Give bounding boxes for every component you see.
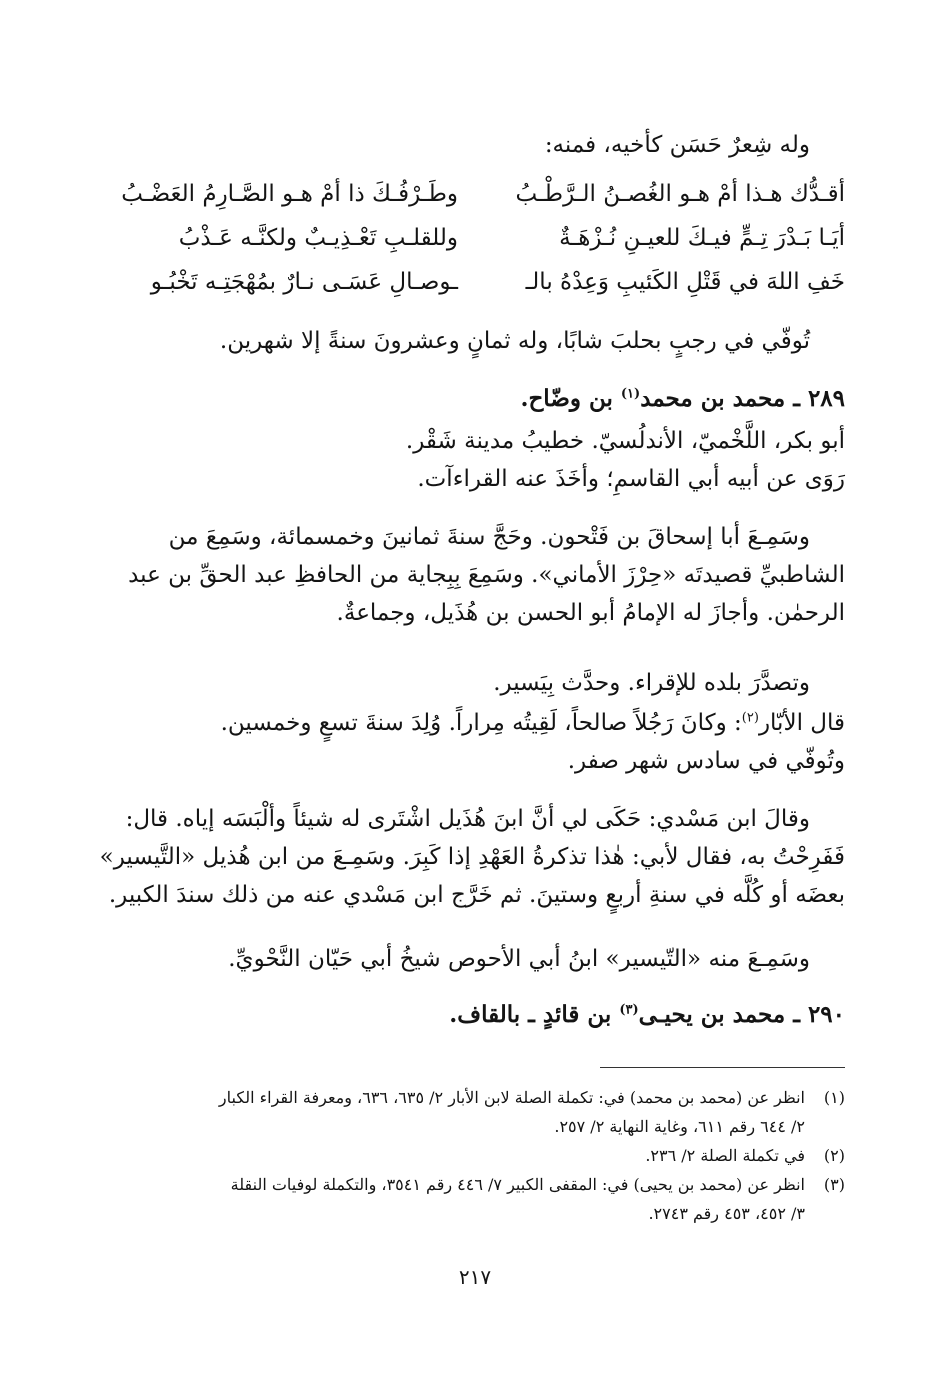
entry-289-paragraph	[99, 800, 845, 914]
footnotes	[128, 1083, 845, 1228]
paragraph-line	[128, 704, 845, 742]
footnote-reference: (١)	[620, 386, 641, 402]
paragraph-line: وسَمِـعَ أبا إسحاقَ بن فَتْحون. وحَجَّ سنةَ ثمانينَ وخمسمائة، وسَمِعَ من	[168, 524, 810, 550]
entry-289-paragraph: وسَمِـعَ منه «التّيسير» ابنُ أبي الأحوص شيخُ أبي حَيّان النَّحْويِّ.	[228, 946, 810, 972]
death-note: تُوفّي في رجبٍ بحلبَ شابًا، وله ثمانٍ وعشرونَ سنةً إلا شهرين.	[219, 328, 810, 354]
footnote-reference: (٣)	[619, 1002, 639, 1018]
footnote	[128, 1083, 845, 1141]
verse-first-hemistich: خَفِ اللهَ في قَتْلِ الكَئيبِ وَعِدْهُ بالـ	[525, 269, 845, 295]
entry-title-rest: بن وضّاح.	[520, 385, 621, 412]
paragraph-line: الرحمٰن. وأجازَ له الإمامُ أبو الحسن بن هُذَيل، وجماعةٌ.	[336, 600, 845, 626]
entry-289-title	[520, 380, 845, 418]
entry-289-bio	[128, 422, 845, 498]
paragraph-line: وتُوفّي في سادس شهر صفر.	[567, 748, 845, 774]
verse-second-hemistich: وطَـرْفُـكَ ذا أمْ هـو الصَّـارِمُ العَضْـبُ	[121, 181, 458, 207]
entry-289-paragraph	[128, 704, 845, 780]
verse-first-hemistich: أيَـا بَـدْرَ تِـمٍّ فيـكَ للعيـنِ نُـزْهَـةٌ	[559, 225, 845, 251]
poem-verse	[121, 172, 845, 216]
quote-source: قال الأبّار	[758, 710, 845, 736]
footnote-line: انظر عن (محمد بن يحيى) في: المقفى الكبير ٧/ ٤٤٦ رقم ٣٥٤١، والتكملة لوفيات النقلة	[230, 1175, 805, 1194]
paragraph-line: بعضَه أو كُلَّه في سنةِ أربعٍ وستينَ. ثم خَرَّج ابن مَسْدي عنه من ذلك سندَ الكبير.	[108, 882, 845, 908]
footnote-line: ٢/ ٦٤٤ رقم ٦١١، وغاية النهاية ٢/ ٢٥٧.	[554, 1117, 805, 1136]
footnote	[128, 1170, 845, 1228]
footnote-line: في تكملة الصلة ٢/ ٢٣٦.	[645, 1146, 805, 1165]
poem	[121, 172, 845, 304]
page-number: ٢١٧	[458, 1265, 492, 1289]
footnote-reference: (٢)	[741, 710, 759, 726]
entry-title-main: ٢٨٩ ـ محمد بن محمد	[640, 385, 845, 412]
verse-second-hemistich: وللقلـبِ تَعْـذِيـبٌ ولكنَّـه عَـذْبُ	[178, 225, 458, 251]
poem-verse	[128, 216, 845, 260]
entry-290-title	[449, 996, 845, 1034]
footnote-number: (٣)	[823, 1175, 845, 1194]
entry-289-paragraph: وتصدَّرَ بلده للإقراء. وحدَّث بِيَسير.	[493, 670, 810, 696]
footnote-separator	[600, 1067, 845, 1068]
verse-second-hemistich: ـوصـالِ عَسَـى نـارٌ بمُهْجَتِـه تَخْبُـو	[150, 269, 458, 295]
poem-verse	[128, 260, 845, 304]
footnote	[128, 1141, 845, 1170]
footnote-line: انظر عن (محمد بن محمد) في: تكملة الصلة لابن الأبار ٢/ ٦٣٥، ٦٣٦، ومعرفة القراء الكبار	[218, 1088, 805, 1107]
bio-line: رَوَى عن أبيه أبي القاسمِ؛ وأخَذَ عنه القراءآت.	[417, 466, 845, 492]
entry-289-paragraph	[128, 518, 845, 632]
entry-title-main: ٢٩٠ ـ محمد بن يحيـى	[638, 1001, 845, 1028]
entry-title-rest: بن قائدٍ ـ بالقاف.	[449, 1001, 620, 1028]
verse-first-hemistich: أقـدُّك هـذا أمْ هـو الغُصـنُ الـرَّطْـبُ	[515, 181, 845, 207]
paragraph-line: فَفَرِحْتُ به، فقال لأبي: هٰذا تذكرةُ العَهْدِ إذا كَبِرَ. وسَمِـعَ من ابن هُذيل «التَّيسير»	[99, 844, 845, 870]
footnote-number: (١)	[823, 1088, 845, 1107]
quote-text: : وكانَ رَجُلاً صالحاً، لَقِيتُه مِراراً. وُلِدَ سنةَ تسعٍ وخمسين.	[220, 710, 742, 736]
paragraph-line: الشاطبيِّ قصيدتَه «حِرْزَ الأماني». وسَمِعَ بِبِجاية من الحافظِ عبد الحقِّ بن عبد	[128, 562, 845, 588]
paragraph-line: وقالَ ابن مَسْدي: حَكَى لي أنَّ ابنَ هُذَيل اشْتَرى له شيئاً وألْبَسَه إياه. قال:	[125, 806, 810, 832]
footnote-line: ٣/ ٤٥٢، ٤٥٣ رقم ٢٧٤٣.	[648, 1204, 805, 1223]
intro-line: وله شِعرٌ حَسَن كأخيه، فمنه:	[544, 132, 810, 158]
footnote-number: (٢)	[823, 1146, 845, 1165]
bio-line: أبو بكر، اللَّخْميّ، الأندلُسيّ. خطيبُ مدينة شَقْر.	[405, 428, 845, 454]
